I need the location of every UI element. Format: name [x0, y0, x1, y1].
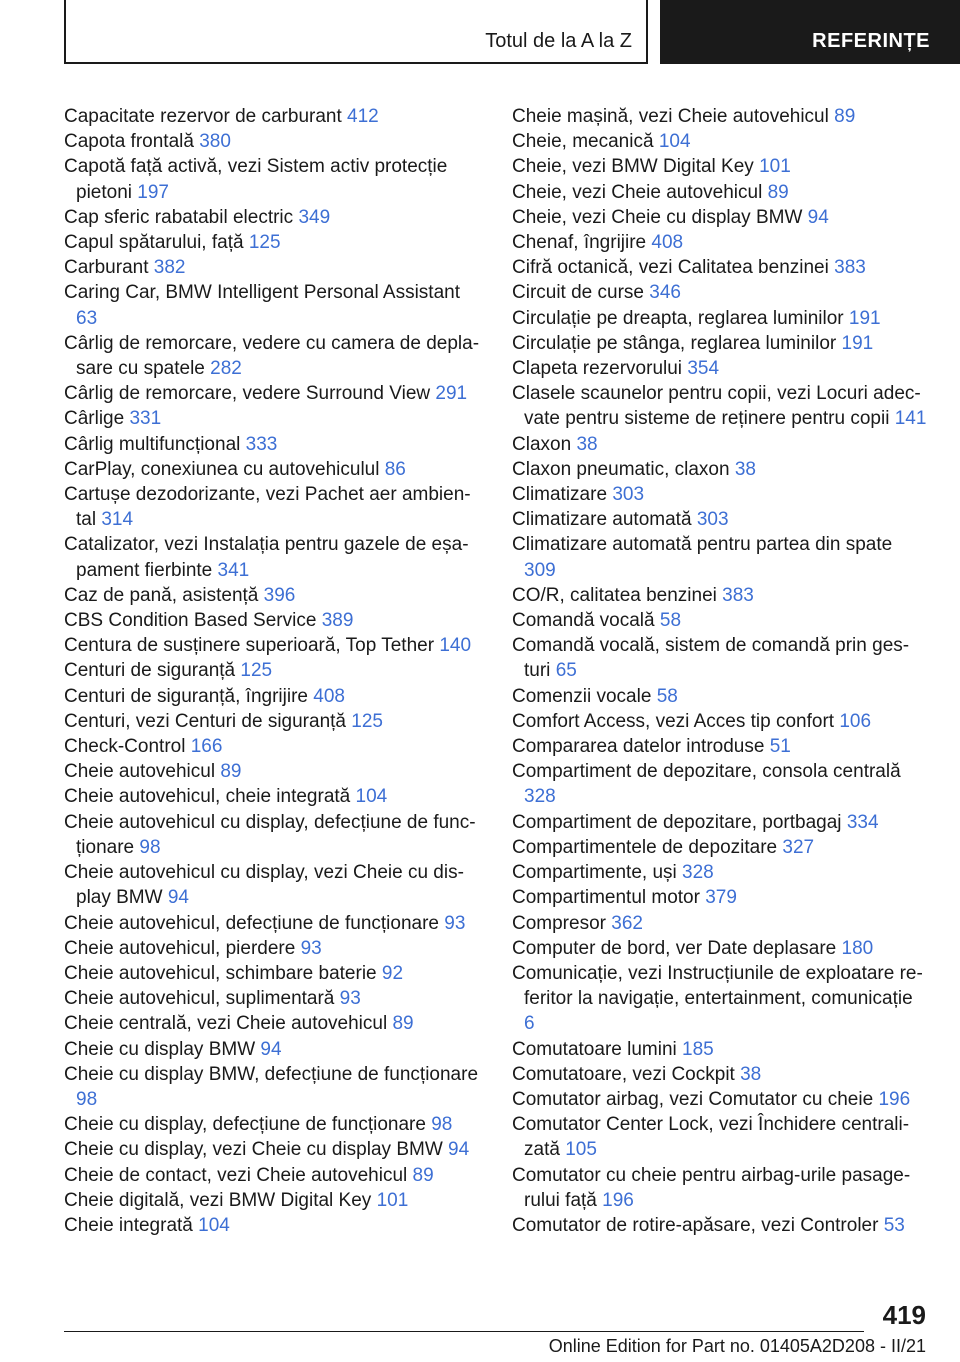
index-entry-text: Cheie autovehicul, defecțiune de funcționare: [64, 912, 439, 934]
index-entry: [512, 280, 928, 305]
index-entry-text: Clasele scaunelor pentru copii, vezi Locuri adecvate pentru sisteme de reținere pentru copii: [512, 383, 921, 430]
index-entry-page-link[interactable]: 125: [240, 660, 273, 682]
index-entry: [512, 835, 928, 860]
index-entry-page-link[interactable]: 180: [841, 937, 874, 959]
index-entry-text: Claxon: [512, 433, 572, 455]
index-entry-page-link[interactable]: 291: [435, 383, 468, 405]
index-entry: [64, 1163, 484, 1188]
index-entry-page-link[interactable]: 333: [245, 433, 278, 455]
index-entry: [64, 482, 484, 532]
index-entry-page-link[interactable]: 104: [355, 786, 388, 808]
index-entry-text: Compararea datelor introduse: [512, 736, 765, 758]
index-entry-text: Caring Car, BMW Intelligent Personal Assistant: [64, 282, 461, 304]
index-entry-text: Cheie autovehicul, cheie integrată: [64, 786, 351, 808]
index-entry-page-link[interactable]: 93: [444, 912, 466, 934]
index-entry-text: Clapeta rezervorului: [512, 358, 683, 380]
index-entry-text: Cheie mașină, vezi Cheie autovehicul: [512, 106, 829, 127]
index-entry: [64, 759, 484, 784]
index-entry: [64, 961, 484, 986]
index-entry: [64, 936, 484, 961]
index-entry-page-link[interactable]: 196: [602, 1189, 634, 1211]
index-entry: [64, 986, 484, 1011]
index-entry-text: Cheie integrată: [64, 1214, 193, 1236]
index-entry-page-link[interactable]: 38: [734, 458, 756, 480]
index-entry: [512, 885, 928, 910]
index-entry-page-link[interactable]: 380: [199, 131, 231, 153]
index-entry-text: Comfort Access, vezi Acces tip confort: [512, 710, 835, 732]
index-entry: [64, 1112, 484, 1137]
index-entry-page-link[interactable]: 98: [431, 1114, 453, 1136]
index-entry-page-link[interactable]: 396: [263, 584, 296, 606]
index-entry-page-link[interactable]: 408: [651, 232, 684, 254]
index-entry: [64, 331, 484, 381]
index-entry: [512, 154, 928, 179]
index-entry: [512, 356, 928, 381]
index-entry: [64, 1062, 484, 1112]
index-entry-page-link[interactable]: 6: [524, 1013, 535, 1035]
index-entry: [512, 532, 928, 582]
index-entry-text: Cheie autovehicul, suplimentară: [64, 988, 335, 1010]
index-entry-page-link[interactable]: 166: [190, 736, 223, 758]
index-entry-text: Cârlig de remorcare, vedere cu camera de deplasare cu spatele: [64, 332, 480, 380]
index-entry-text: Cheie autovehicul, pierdere: [64, 937, 296, 959]
index-entry-page-link[interactable]: 141: [894, 408, 927, 430]
index-entry: [64, 810, 484, 860]
index-entry-page-link[interactable]: 362: [611, 912, 643, 934]
index-entry: [64, 255, 484, 280]
index-entry-text: Caz de pană, asistență: [64, 584, 259, 606]
index-entry: [64, 860, 484, 910]
index-entry-text: Circulație pe stânga, reglarea luminilor: [512, 332, 837, 354]
index-entry-page-link[interactable]: 89: [392, 1013, 414, 1035]
index-entry-text: Comutatoare, vezi Cockpit: [512, 1063, 735, 1085]
index-entry: [512, 432, 928, 457]
index-entry: [512, 1087, 928, 1112]
index-entry-page-link[interactable]: 383: [722, 584, 754, 606]
index-entry: [512, 608, 928, 633]
index-entry-page-link[interactable]: 331: [129, 408, 162, 430]
index-entry-page-link[interactable]: 383: [834, 257, 866, 279]
index-entry-text: Circulație pe dreapta, reglarea luminilor: [512, 307, 844, 329]
index-entry: [512, 129, 928, 154]
index-entry-text: CBS Condition Based Service: [64, 610, 317, 632]
index-entry: [512, 306, 928, 331]
index-entry-text: Cheie autovehicul: [64, 761, 216, 783]
index-entry-text: Compartiment de depozitare, consola centrală: [512, 761, 901, 783]
index-entry-text: Cârlig de remorcare, vedere Surround View: [64, 383, 431, 405]
index-entry-text: Comandă vocală, sistem de comandă prin gesturi: [512, 635, 910, 682]
index-column-right: [512, 104, 928, 1238]
footer-divider: [64, 1331, 864, 1332]
index-entry-text: Cheie, vezi Cheie cu display BMW: [512, 206, 803, 228]
index-entry-text: Centura de susținere superioară, Top Tether: [64, 635, 435, 657]
index-entry-text: Comutator airbag, vezi Comutator cu cheie: [512, 1088, 874, 1110]
index-entry-text: Cheie cu display, vezi Cheie cu display BMW: [64, 1139, 443, 1161]
index-entry-text: Comutator de rotire-apăsare, vezi Controler: [512, 1214, 879, 1236]
index-entry-text: Centuri, vezi Centuri de siguranță: [64, 710, 346, 732]
index-entry-text: Cheie cu display, defecțiune de funcționare: [64, 1114, 426, 1136]
index-entry: [64, 280, 484, 330]
index-entry-page-link[interactable]: 341: [217, 559, 250, 581]
footer-edition: Online Edition for Part no. 01405A2D208 - II/21: [548, 1336, 926, 1356]
index-entry: [64, 532, 484, 582]
index-entry-text: Claxon pneumatic, claxon: [512, 458, 730, 480]
index-entry: [64, 381, 484, 406]
index-entry: [64, 457, 484, 482]
index-entry-page-link[interactable]: 101: [759, 156, 791, 178]
index-entry-text: CO/R, calitatea benzinei: [512, 584, 717, 606]
index-entry-text: Chenaf, îngrijire: [512, 232, 647, 254]
index-entry: [64, 784, 484, 809]
section-title: REFERINȚE: [812, 30, 930, 52]
index-entry-page-link[interactable]: 125: [248, 232, 281, 254]
index-entry-text: Check-Control: [64, 736, 186, 758]
index-entry: [512, 709, 928, 734]
index-entry: [64, 129, 484, 154]
index-entry: [64, 104, 484, 129]
index-entry-text: Cheie cu display BMW, defecțiune de funcționare: [64, 1063, 479, 1085]
index-entry-page-link[interactable]: 309: [524, 559, 556, 581]
index-entry-text: Cheie centrală, vezi Cheie autovehicul: [64, 1013, 388, 1035]
index-entry-text: Centuri de siguranță, îngrijire: [64, 685, 308, 707]
index-entry: [512, 507, 928, 532]
index-entry-page-link[interactable]: 94: [167, 887, 189, 909]
index-entry-page-link[interactable]: 282: [210, 358, 242, 380]
index-entry: [512, 684, 928, 709]
index-entry: [512, 911, 928, 936]
index-entry-text: Cheie de contact, vezi Cheie autovehicul: [64, 1164, 408, 1186]
index-entry-text: Cheie autovehicul, schimbare baterie: [64, 962, 377, 984]
index-entry-page-link[interactable]: 408: [313, 685, 345, 707]
index-entry: [64, 406, 484, 431]
index-entry-page-link[interactable]: 389: [321, 610, 354, 632]
chapter-title: Totul de la A la Z: [485, 30, 632, 52]
index-entry-page-link[interactable]: 354: [687, 358, 720, 380]
index-entry: [512, 457, 928, 482]
index-entry-page-link[interactable]: 89: [220, 761, 242, 783]
index-entry: [512, 381, 928, 431]
index-entry: [512, 180, 928, 205]
index-entry-text: Compresor: [512, 912, 606, 934]
index-entry: [64, 1011, 484, 1036]
index-entry-text: Cheie cu display BMW: [64, 1038, 256, 1060]
index-entry-text: Compartimente, uși: [512, 862, 677, 884]
index-entry-page-link[interactable]: 65: [555, 660, 577, 682]
index-entry-page-link[interactable]: 104: [658, 131, 691, 153]
index-entry-page-link[interactable]: 98: [76, 1088, 98, 1110]
index-entry-page-link[interactable]: 86: [384, 458, 406, 480]
index-entry-text: Climatizare: [512, 484, 608, 506]
index-entry-text: Carburant: [64, 257, 149, 279]
index-entry-text: Cheie autovehicul cu display, defecțiune de funcționare: [64, 811, 476, 858]
index-entry-page-link[interactable]: 346: [649, 282, 681, 304]
index-entry: [512, 860, 928, 885]
index-entry-page-link[interactable]: 303: [696, 509, 729, 531]
index-entry-page-link[interactable]: 94: [260, 1038, 282, 1060]
index-entry-page-link[interactable]: 94: [448, 1139, 470, 1161]
index-entry: [64, 154, 484, 204]
index-entry-text: Comutator cu cheie pentru airbag-urile pasagerului față: [512, 1164, 911, 1211]
index-entry-text: Cheie autovehicul cu display, vezi Cheie cu display BMW: [64, 862, 464, 909]
index-entry-text: Compartimentele de depozitare: [512, 836, 778, 858]
index-entry-page-link[interactable]: 63: [76, 307, 98, 329]
index-entry-text: Comutatoare lumini: [512, 1038, 677, 1060]
index-entry-page-link[interactable]: 314: [101, 509, 134, 531]
index-entry: [512, 583, 928, 608]
index-entry-text: Circuit de curse: [512, 282, 644, 304]
index-entry-text: Capacitate rezervor de carburant: [64, 106, 342, 127]
index-entry-text: Climatizare automată pentru partea din spate: [512, 534, 893, 556]
index-entry-page-link[interactable]: 106: [839, 710, 872, 732]
index-entry: [512, 961, 928, 1037]
index-entry-text: Cârlig multifuncțional: [64, 433, 241, 455]
index-entry-page-link[interactable]: 349: [298, 206, 331, 228]
header-chapter-tab: [64, 0, 648, 64]
index-entry: [512, 482, 928, 507]
index-entry: [64, 633, 484, 658]
index-entry-page-link[interactable]: 382: [153, 257, 186, 279]
index-entry: [512, 205, 928, 230]
index-entry: [64, 1137, 484, 1162]
index-entry-text: Comandă vocală: [512, 610, 655, 632]
index-entry: [512, 734, 928, 759]
index-entry-text: Catalizator, vezi Instalația pentru gazele de eșapament fierbinte: [64, 534, 469, 581]
index-entry: [64, 1037, 484, 1062]
index-column-left: [64, 104, 484, 1238]
index-entry-page-link[interactable]: 89: [834, 106, 856, 127]
index-entry: [64, 583, 484, 608]
index-entry-text: Cartușe dezodorizante, vezi Pachet aer ambiental: [64, 484, 471, 531]
index-entry-text: Capul spătarului, față: [64, 232, 244, 254]
index-entry-text: Capota frontală: [64, 131, 194, 153]
index-entry-page-link[interactable]: 89: [767, 181, 789, 203]
index-entry-page-link[interactable]: 58: [656, 685, 678, 707]
index-entry-page-link[interactable]: 105: [565, 1139, 597, 1161]
index-entry-page-link[interactable]: 94: [807, 206, 829, 228]
index-entry-page-link[interactable]: 328: [524, 786, 556, 808]
index-entry: [64, 684, 484, 709]
index-entry: [512, 1163, 928, 1213]
index-entry-text: Comenzii vocale: [512, 685, 652, 707]
index-entry-page-link[interactable]: 328: [682, 862, 714, 884]
index-entry: [512, 1062, 928, 1087]
index-entry: [64, 709, 484, 734]
index-entry: [512, 104, 928, 129]
index-entry: [512, 1037, 928, 1062]
index-entry-page-link[interactable]: 53: [883, 1214, 905, 1236]
index-entry: [64, 432, 484, 457]
index-entry-page-link[interactable]: 104: [198, 1214, 230, 1236]
index-entry-text: Cârlige: [64, 408, 125, 430]
header-section-tab: [660, 0, 960, 64]
index-entry: [512, 1213, 928, 1238]
index-entry: [512, 230, 928, 255]
index-entry-page-link[interactable]: 196: [878, 1088, 911, 1110]
index-entry-page-link[interactable]: 197: [137, 181, 169, 203]
index-entry-page-link[interactable]: 185: [682, 1038, 714, 1060]
index-entry-page-link[interactable]: 92: [381, 962, 404, 984]
index-entry: [512, 633, 928, 683]
index-entry: [64, 911, 484, 936]
index-entry: [512, 255, 928, 280]
index-entry-text: CarPlay, conexiunea cu autovehiculul: [64, 458, 380, 480]
index-entry-page-link[interactable]: 125: [351, 710, 383, 732]
index-entry: [512, 936, 928, 961]
index-entry-text: Cheie digitală, vezi BMW Digital Key: [64, 1189, 372, 1211]
index-entry-text: Centuri de siguranță: [64, 660, 236, 682]
index-entry: [64, 205, 484, 230]
index-entry: [512, 810, 928, 835]
index-entry-text: Cifră octanică, vezi Calitatea benzinei: [512, 257, 829, 279]
index-entry: [64, 608, 484, 633]
index-entry-page-link[interactable]: 412: [347, 106, 379, 127]
index-entry: [512, 1112, 928, 1162]
index-entry-page-link[interactable]: 38: [576, 433, 598, 455]
index-entry-page-link[interactable]: 140: [439, 635, 472, 657]
index-entry-text: Climatizare automată: [512, 509, 692, 531]
index-entry-page-link[interactable]: 327: [782, 836, 815, 858]
index-entry-text: Comunicație, vezi Instrucțiunile de exploatare referitor la navigație, entertainment, comunicație: [512, 962, 923, 1010]
index-entry: [64, 658, 484, 683]
index-entry-page-link[interactable]: 58: [659, 610, 682, 632]
index-entry-page-link[interactable]: 101: [376, 1189, 409, 1211]
index-entry-text: Cheie, vezi BMW Digital Key: [512, 156, 754, 178]
index-entry-page-link[interactable]: 89: [412, 1164, 434, 1186]
index-entry: [64, 1213, 484, 1238]
index-entry-page-link[interactable]: 303: [612, 484, 645, 506]
index-entry-page-link[interactable]: 191: [848, 307, 881, 329]
index-entry-text: Compartiment de depozitare, portbagaj: [512, 811, 842, 833]
index-entry: [64, 1188, 484, 1213]
index-entry-text: Capotă față activă, vezi Sistem activ protecție pietoni: [64, 156, 448, 203]
index-entry-page-link[interactable]: 98: [139, 836, 161, 858]
index-entry-text: Computer de bord, ver Date deplasare: [512, 937, 837, 959]
index-entry-page-link[interactable]: 191: [841, 332, 874, 354]
index-entry-page-link[interactable]: 334: [846, 811, 879, 833]
index-entry-page-link[interactable]: 93: [300, 937, 322, 959]
page-number: 419: [882, 1300, 926, 1330]
index-entry: [512, 759, 928, 809]
index-entry-text: Compartimentul motor: [512, 887, 700, 909]
index-entry: [512, 331, 928, 356]
index-entry: [64, 230, 484, 255]
index-entry-text: Cheie, mecanică: [512, 131, 654, 153]
index-entry-text: Cap sferic rabatabil electric: [64, 206, 294, 228]
index-entry-page-link[interactable]: 93: [339, 988, 361, 1010]
index-entry-page-link[interactable]: 38: [740, 1063, 762, 1085]
index-entry-text: Comutator Center Lock, vezi Închidere centralizată: [512, 1114, 910, 1161]
index-entry-page-link[interactable]: 51: [769, 736, 791, 758]
index-entry-text: Cheie, vezi Cheie autovehicul: [512, 181, 763, 203]
index-entry: [64, 734, 484, 759]
index-entry-page-link[interactable]: 379: [705, 887, 737, 909]
